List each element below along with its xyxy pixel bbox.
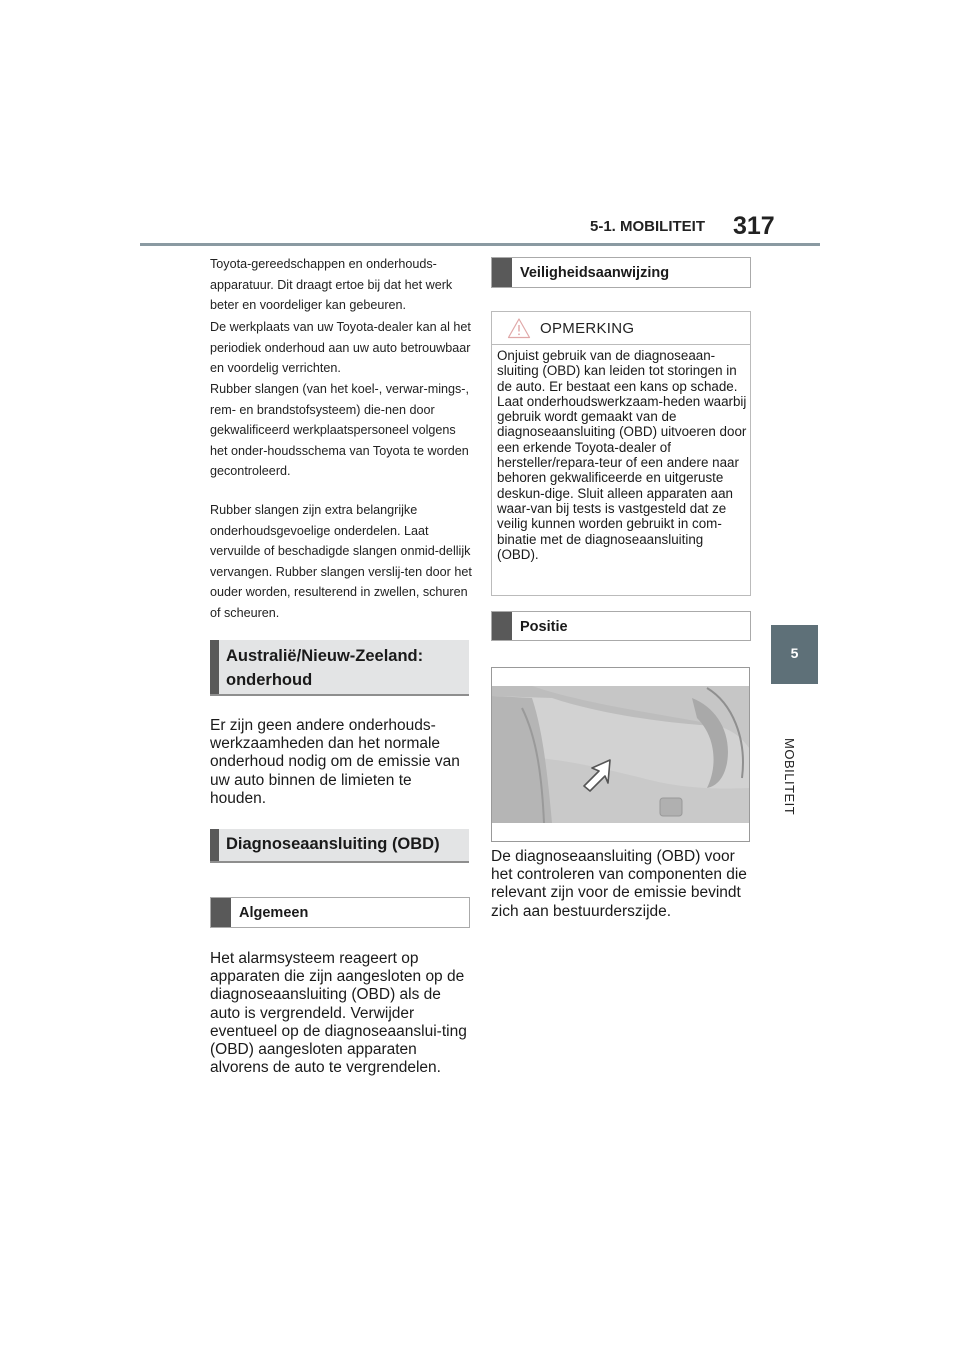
heading-australia-nz-maintenance [210, 640, 469, 696]
chapter-label: MOBILITEIT [782, 738, 797, 816]
heading-text: Diagnoseaansluiting (OBD) [226, 835, 440, 853]
heading-accent [210, 829, 219, 861]
heading-accent [210, 640, 219, 694]
page-number: 317 [733, 212, 775, 240]
notice-title: OPMERKING [540, 320, 635, 337]
notice-header [492, 312, 750, 344]
warning-triangle-icon [507, 317, 531, 339]
heading-text: Algemeen [239, 905, 309, 921]
obd-illustration-drawing [492, 668, 749, 841]
paragraph-tools: Toyota-gereedschappen en onderhouds-apparatuur. Dit draagt ertoe bij dat het werk beter en voordeliger kan gebeuren. [210, 257, 453, 312]
obd-location-illustration [491, 667, 750, 842]
heading-text: Positie [520, 619, 568, 635]
paragraph-alarm-system: Het alarmsysteem reageert op apparaten die zijn aangesloten op de diagnoseaansluiting (OBD) als de auto is vergrendeld. Verwijder eventueel op de diagnoseaanslui-ting (OBD) aangesloten apparaten alvorens de auto te vergrendelen. [210, 950, 467, 1077]
heading-position [491, 611, 751, 641]
header-divider [140, 243, 820, 246]
paragraph-rubber-hoses-replace: Rubber slangen zijn extra belangrijke onderhoudsgevoelige onderdelen. Laat vervuilde of beschadigde slangen onmid-dellijk vervangen. Rubber slangen verslij-ten door het ouder worden, resulterend in zwellen, schuren of scheuren. [210, 503, 472, 620]
notice-box [491, 311, 751, 596]
paragraph-emission: Er zijn geen andere onderhouds-werkzaamheden dan het normale onderhoud nodig om de emissie van uw auto binnen de limieten te houden. [210, 717, 460, 807]
heading-obd-connector [210, 829, 469, 863]
section-title: 5-1. MOBILITEIT [590, 218, 706, 235]
paragraph-rubber-hoses-check: Rubber slangen (van het koel-, verwar-mings-, rem- en brandstofsysteem) die-nen door gekwalificeerd werkplaatspersoneel volgens het onder-houdsschema van Toyota te worden gecontroleerd. [210, 382, 469, 478]
heading-accent [492, 612, 512, 640]
notice-body: Onjuist gebruik van de diagnoseaan-sluiting (OBD) kan leiden tot storingen in de auto. Er bestaat een kans op schade. Laat onderhoudswerkzaam-heden waarbij gebruik wordt gemaakt van de diagnoseaansluiting (OBD) uitvoeren door een erkende Toyota-dealer of hersteller/repara-teur of een andere naar behoren gekwalificeerde en uitgeruste deskun-dige. Sluit alleen apparaten aan waar-van bij tests is vastgesteld dat ze veilig kunnen worden gebruikt in com-binatie met de diagnoseaansluiting (OBD). [497, 348, 747, 562]
heading-text: Australië/Nieuw-Zeeland: onderhoud [226, 647, 424, 689]
chapter-number: 5 [790, 645, 799, 661]
heading-accent [211, 898, 231, 927]
paragraph-dealer-maintenance: De werkplaats van uw Toyota-dealer kan al het periodiek onderhoud aan uw auto betrouwbaar en voordelig verrichten. [210, 320, 471, 375]
heading-text: Veiligheidsaanwijzing [520, 265, 670, 281]
heading-general [210, 897, 470, 928]
heading-accent [492, 258, 512, 287]
paragraph-obd-position: De diagnoseaansluiting (OBD) voor het controleren van componenten die relevant zijn voor de emissie bevindt zich aan bestuurderszijde. [491, 848, 747, 920]
notice-divider [492, 344, 750, 345]
heading-safety-instruction [491, 257, 751, 288]
